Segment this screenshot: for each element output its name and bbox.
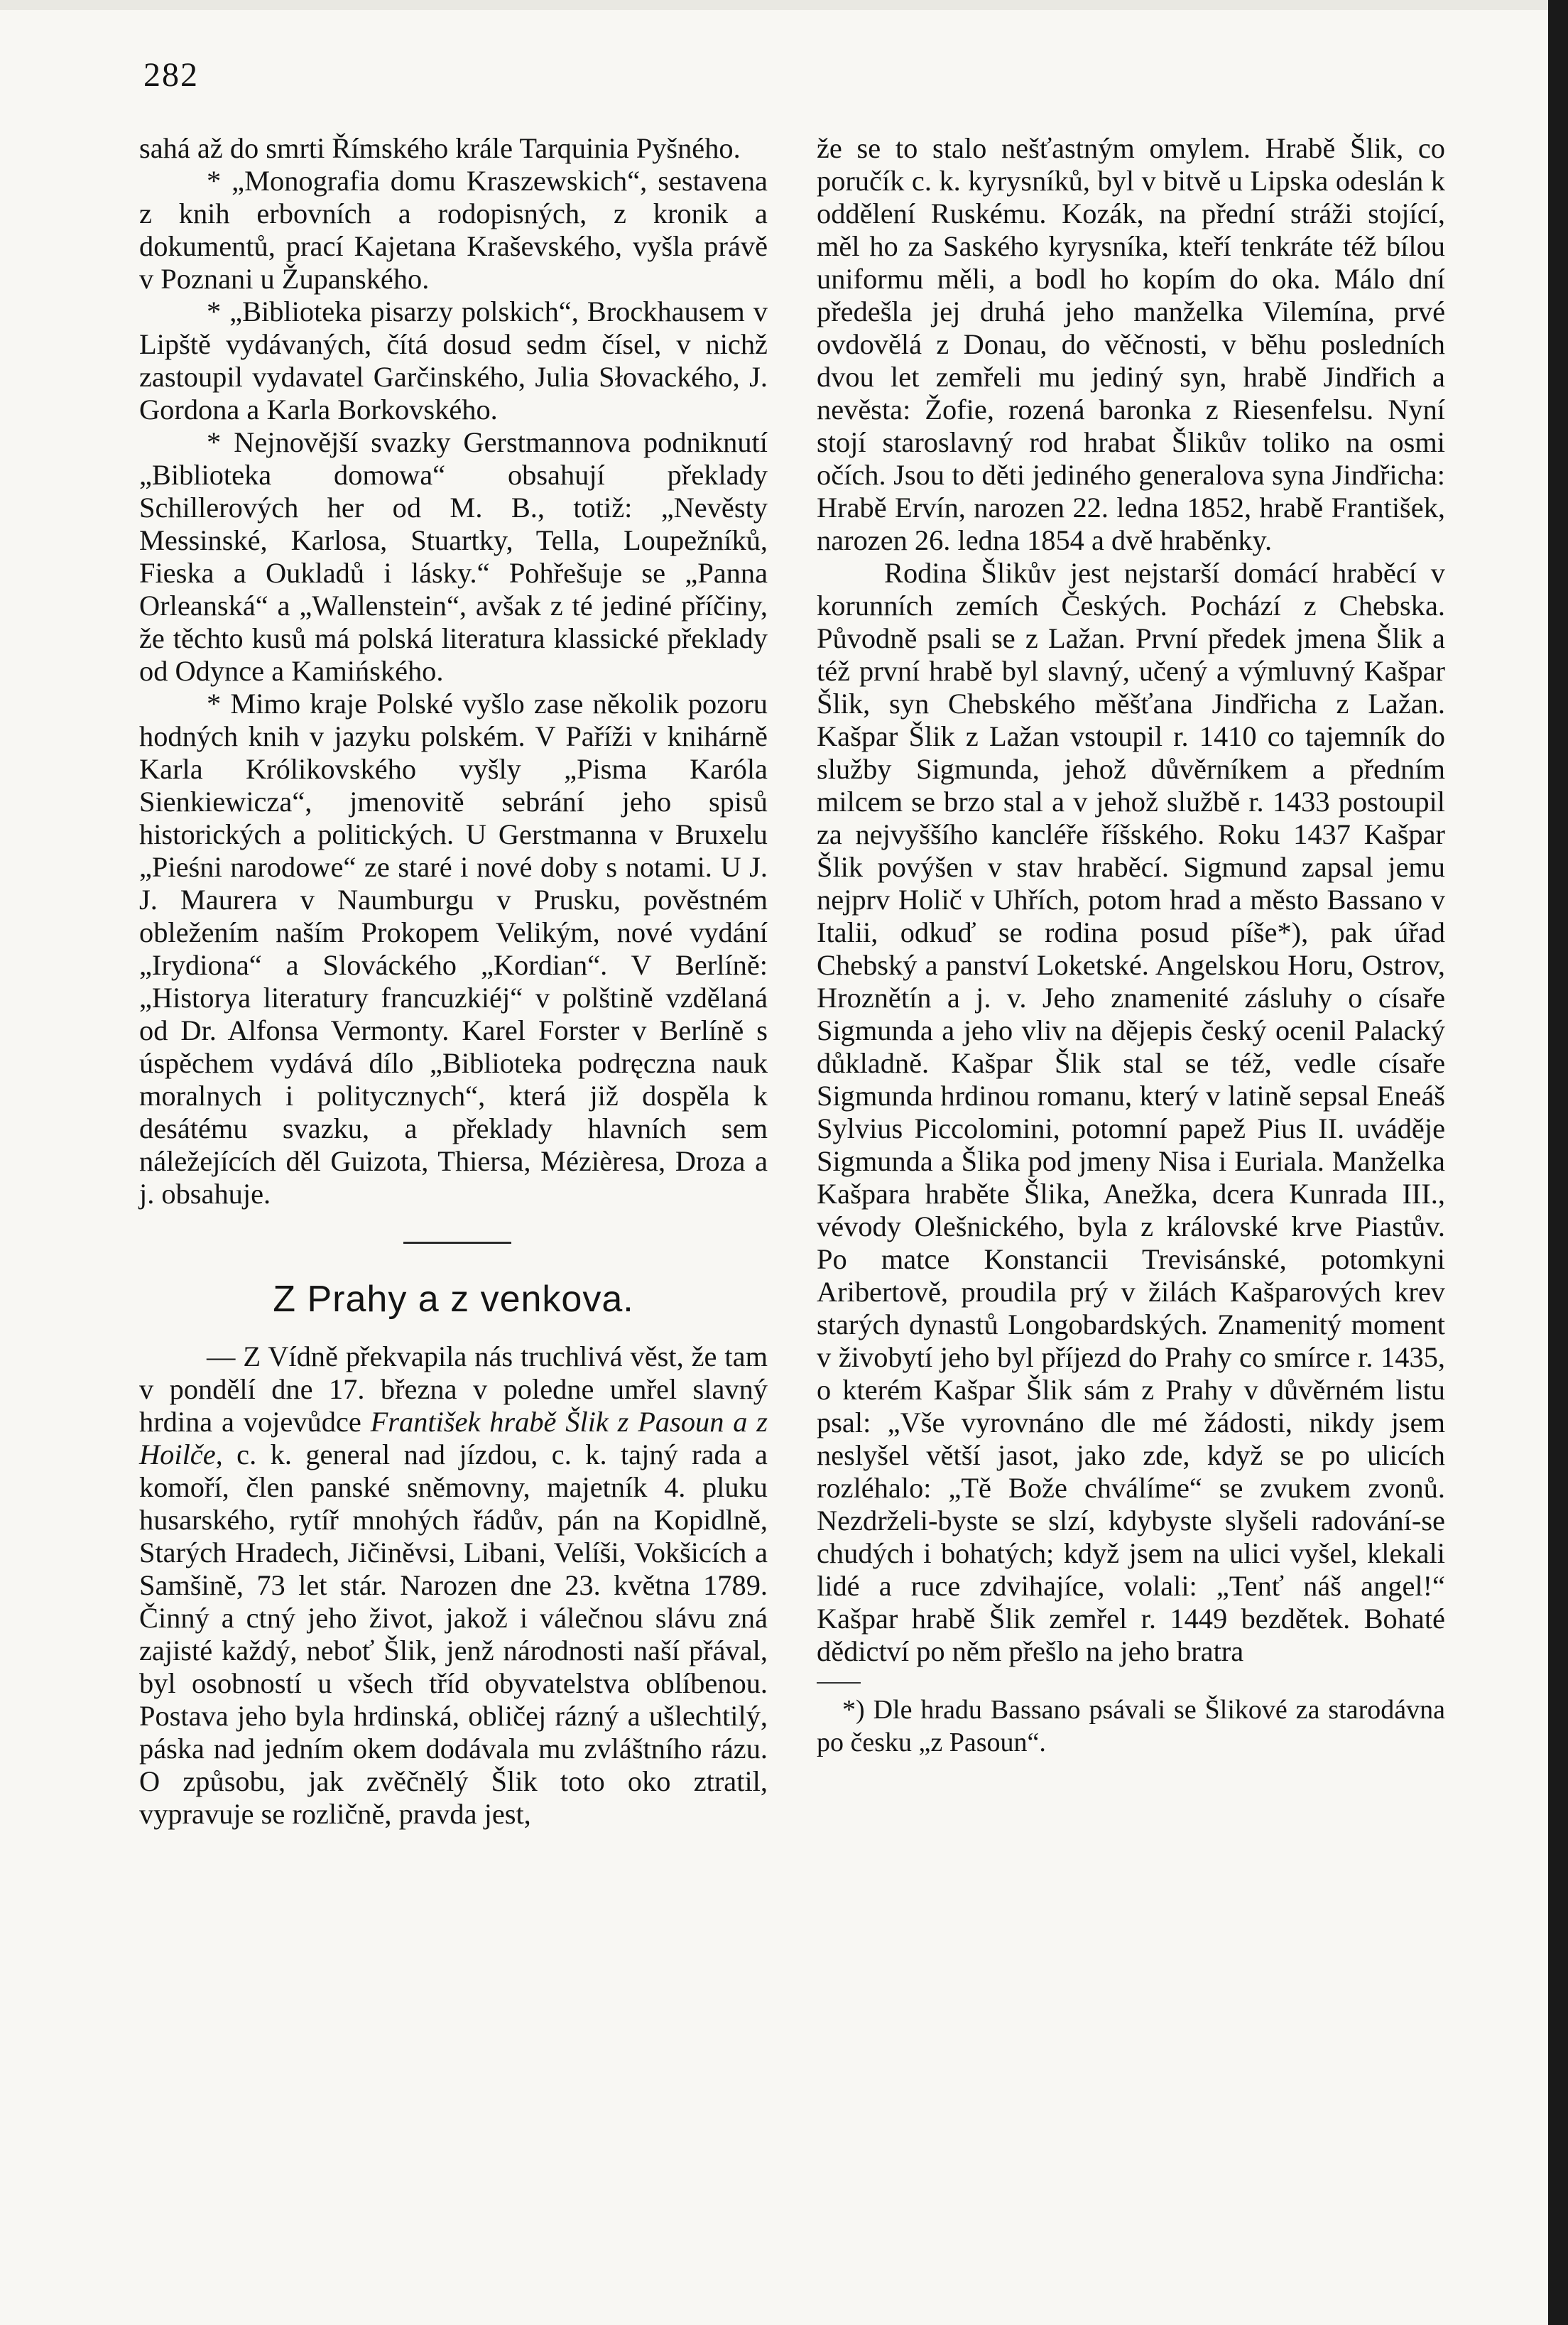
footnote-text: *) Dle hradu Bassano psávali se Šlikové za starodávna po česku „z Pasoun“. [817,1695,1445,1757]
news-text-start: — Z Vídně překvapila nás truchlivá věst, že tam v pondělí dne 17. března v poledne umřel slavný hrdina a vojevůdce [139,1340,768,1438]
news-person-name: František hrabě Šlik z Pasoun a z Hoilče, [139,1406,768,1470]
paragraph: sahá až do smrti Římského krále Tarquinia Pyšného. [139,132,741,164]
footnote [817,1693,1445,1759]
page-top-edge [0,0,1568,10]
left-column [139,132,768,1831]
section-heading: Z Prahy a z venkova. [273,1279,634,1320]
paragraph: Rodina Šlikův jest nejstarší domácí hraběcí v korunních zemích Českých. Pochází z Chebska. Původně psali se z Lažan. První předek jmena Šlik a též první hrabě byl slavný, učený a výmluvný Kašpar Šlik, syn Chebského měšťana Jindřicha z Lažan. Kašpar Šlik z Lažan vstoupil r. 1410 co tajemník do služby Sigmunda, jehož důvěrníkem a předním milcem se brzo stal a v jehož službě r. 1433 postoupil za nejvyššího kancléře říšského. Roku 1437 Kašpar Šlik povýšen v stav hraběcí. Sigmund zapsal jemu nejprv Holič v Uhřích, potom hrad a město Bassano v Italii, odkuď se rodina posud píše*), pak úřad Chebský a panství Loketské. Angelskou Horu, Ostrov, Hroznětín a j. v. Jeho znamenité zásluhy o císaře Sigmunda a jeho vliv na dějepis český ocenil Palacký důkladně. Kašpar Šlik stal se též, vedle císaře Sigmunda hrdinou romanu, který v latině sepsal Eneáš Sylvius Piccolomini, potomní papež Pius II. uváděje Sigmunda a Šlika pod jmeny Nisa i Euriala. Manželka Kašpara hraběte Šlika, Anežka, dcera Kunrada III., vévody Olešnického, byla z královské krve Piastův. Po matce Konstancii Trevisánské, potomkyni Aribertově, proudila prý v žilách Kašparových krev starých dynastů Longobardských. Znamenitý moment v živobytí jeho byl příjezd do Prahy co smírce r. 1435, o kterém Kašpar Šlik sám z Prahy v důvěrném listu psal: „Vše vyrovnáno dle mé žádosti, nikdy jsem neslyšel větší jasot, jako zde, když se po ulicích rozléhalo: „Tě Bože chválíme“ se zvukem zvonů. Nezdrželi-byste se slzí, kdybyste slyšeli radování-se chudých i bohatých; když jsem na ulici vyšel, klekali lidé a ruce zdvihajíce, volali: „Tenť náš angel!“ Kašpar hrabě Šlik zemřel r. 1449 bezdětek. Bohaté dědictví po něm přešlo na jeho bratra [817,557,1445,1667]
paragraph: že se to stalo nešťastným omylem. Hrabě Šlik, co poručík c. k. kyrysníků, byl v bitvě u Lipska odeslán k oddělení Ruskému. Kozák, na přední stráži stojící, měl ho za Saského kyrysníka, kteří tenkráte též bílou uniformu měli, a bodl ho kopím do oka. Málo dní předešla jej druhá jeho manželka Vilemína, prvé ovdovělá z Donau, do věčnosti, v běhu posledních dvou let zemřeli mu jediný syn, hrabě Jindřich a nevěsta: Žofie, rozená baronka z Riesenfelsu. Nyní stojí staroslavný rod hrabat Šlikův toliko na osmi očích. Jsou to děti jediného generalova syna Jindřicha: Hrabě Ervín, narozen 22. ledna 1852, hrabě František, narozen 26. ledna 1854 a dvě hraběnky. [817,132,1445,556]
paragraph: * Nejnovější svazky Gerstmannova podniknutí „Biblioteka domowa“ obsahují překlady Schillerových her od M. B., totiž: „Nevěsty Messinské, Karlosa, Stuartky, Tella, Loupežníků, Fieska a Oukladů i lásky.“ Pohřešuje se „Panna Orleanská“ a „Wallenstein“, avšak z té jediné příčiny, že těchto kusů má polská literatura klassické překlady od Odynce a Kamińského. [139,426,768,687]
page-right-edge [1548,0,1568,2325]
paragraph: * Mimo kraje Polské vyšlo zase několik pozoru hodných knih v jazyku polském. V Paříži v knihárně Karla Królikovského vyšly „Pisma Karóla Sienkiewicza“, jmenovitě sebrání jeho spisů historických a politických. U Gerstmanna v Bruxelu „Pieśni narodowe“ ze staré i nové doby s notami. U J. J. Maurera v Naumburgu v Prusku, pověstném obležením naším Prokopem Velikým, nové vydání „Irydiona“ a Slováckého „Kordian“. V Berlíně: „Historya literatury francuzkiéj“ v polštině vzdělaná od Dr. Alfonsa Vermonty. Karel Forster v Berlíně s úspěchem vydává dílo „Biblioteka podręczna nauk moralnych i politycznych“, která již dospěla k desátému svazku, a překlady hlavních sem náležejících děl Guizota, Thiersa, Mézièresa, Droza a j. obsahuje. [139,688,768,1210]
footnote-rule [817,1682,861,1684]
news-text-end: c. k. general nad jízdou, c. k. tajný rada a komoří, člen panské sněmovny, majetník 4. pluku husarského, rytíř mnohých řádův, pán na Kopidlně, Starých Hradech, Jičiněvsi, Libani, Velíši, Vokšicích a Samšině, 73 let stár. Narozen dne 23. května 1789. Činný a ctný jeho život, jakož i válečnou slávu zná zajisté každý, neboť Šlik, jenž národnosti naší přával, byl osobností u všech tříd obyvatelstva oblíbenou. Postava jeho byla hrdinská, obličej rázný a ušlechtilý, páska nad jedním okem dodávala mu zvláštního rázu. O způsobu, jak zvěčnělý Šlik toto oko ztratil, vypravuje se rozličně, pravda jest, [139,1438,768,1830]
news-paragraph [139,1340,768,1831]
page-number: 282 [143,56,199,94]
section-divider [403,1242,511,1244]
paragraph: * „Monografia domu Kraszewskich“, sestavena z knih erbovních a rodopisných, z kronik a dokumentů, prací Kajetana Kraševského, vyšla právě v Poznani u Županského. [139,165,768,295]
right-column [817,132,1445,1759]
paragraph: * „Biblioteka pisarzy polskich“, Brockhausem v Lipště vydávaných, čítá dosud sedm čísel, v nichž zastoupil vydavatel Garčinského, Julia Słovackého, J. Gordona a Karla Borkovského. [139,296,768,426]
